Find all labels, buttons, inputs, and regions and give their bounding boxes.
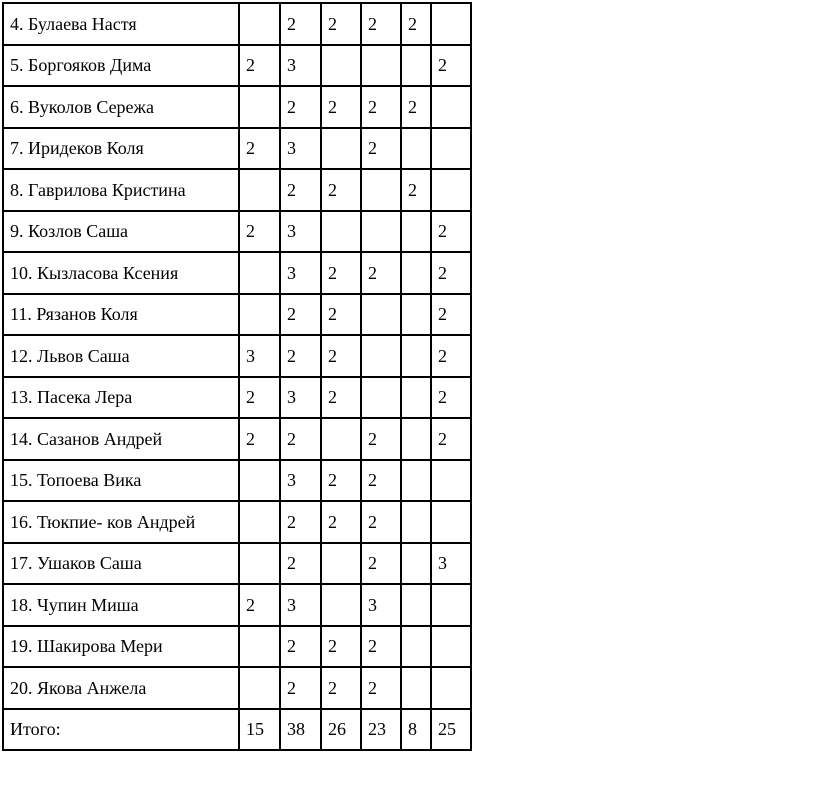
grade-cell xyxy=(239,543,280,585)
grade-cell xyxy=(361,377,401,419)
grade-cell: 2 xyxy=(239,418,280,460)
table-row xyxy=(3,128,471,170)
grade-cell: 2 xyxy=(361,501,401,543)
grade-cell: 2 xyxy=(321,169,361,211)
grade-cell xyxy=(361,169,401,211)
student-name-cell: 4. Булаева Настя xyxy=(3,3,239,45)
grade-cell: 2 xyxy=(239,45,280,87)
table-row xyxy=(3,45,471,87)
grade-cell xyxy=(401,418,431,460)
grade-cell: 2 xyxy=(361,626,401,668)
grade-cell xyxy=(321,418,361,460)
grade-cell: 2 xyxy=(321,377,361,419)
grade-cell: 3 xyxy=(431,543,471,585)
grade-cell: 2 xyxy=(361,460,401,502)
grade-cell: 2 xyxy=(401,86,431,128)
total-cell: 8 xyxy=(401,709,431,751)
grade-cell xyxy=(431,460,471,502)
table-row xyxy=(3,169,471,211)
student-name-cell: 8. Гаврилова Кристина xyxy=(3,169,239,211)
table-row xyxy=(3,3,471,45)
grade-cell: 2 xyxy=(321,86,361,128)
grade-cell xyxy=(321,543,361,585)
grade-cell: 3 xyxy=(239,335,280,377)
grade-cell: 3 xyxy=(280,45,321,87)
grade-cell: 2 xyxy=(431,45,471,87)
grade-cell: 2 xyxy=(321,294,361,336)
student-name-cell: 14. Сазанов Андрей xyxy=(3,418,239,460)
grade-cell: 2 xyxy=(321,3,361,45)
table-row xyxy=(3,211,471,253)
grade-cell: 2 xyxy=(280,667,321,709)
grade-cell xyxy=(239,667,280,709)
grade-cell xyxy=(361,211,401,253)
total-cell: 23 xyxy=(361,709,401,751)
grade-cell xyxy=(401,211,431,253)
grade-cell xyxy=(361,294,401,336)
grade-cell: 2 xyxy=(239,211,280,253)
grade-cell: 2 xyxy=(401,3,431,45)
grade-cell: 2 xyxy=(361,543,401,585)
grade-cell: 2 xyxy=(431,335,471,377)
grade-cell: 2 xyxy=(280,626,321,668)
grade-cell xyxy=(321,128,361,170)
grade-cell: 2 xyxy=(361,667,401,709)
grade-cell: 2 xyxy=(239,584,280,626)
student-name-cell: 7. Иридеков Коля xyxy=(3,128,239,170)
grade-cell xyxy=(431,584,471,626)
student-name-cell: 11. Рязанов Коля xyxy=(3,294,239,336)
grade-cell xyxy=(431,501,471,543)
table-row xyxy=(3,626,471,668)
grade-cell: 3 xyxy=(280,460,321,502)
student-name-cell: 13. Пасека Лера xyxy=(3,377,239,419)
grades-table-body xyxy=(3,3,471,750)
grade-cell xyxy=(401,252,431,294)
grade-cell: 2 xyxy=(280,418,321,460)
grade-cell: 2 xyxy=(361,418,401,460)
student-name-cell: 19. Шакирова Мери xyxy=(3,626,239,668)
table-row xyxy=(3,584,471,626)
grade-cell: 2 xyxy=(280,543,321,585)
grade-cell: 3 xyxy=(280,252,321,294)
total-row xyxy=(3,709,471,751)
grade-cell xyxy=(401,626,431,668)
student-name-cell: 16. Тюкпие- ков Андрей xyxy=(3,501,239,543)
grade-cell xyxy=(431,667,471,709)
grade-cell xyxy=(401,294,431,336)
grade-cell xyxy=(361,335,401,377)
student-name-cell: 12. Львов Саша xyxy=(3,335,239,377)
table-row xyxy=(3,335,471,377)
student-name-cell: 17. Ушаков Саша xyxy=(3,543,239,585)
grade-cell: 2 xyxy=(280,3,321,45)
grade-cell: 2 xyxy=(280,294,321,336)
grade-cell: 2 xyxy=(321,501,361,543)
grade-cell xyxy=(431,626,471,668)
grade-cell xyxy=(431,169,471,211)
grade-cell xyxy=(401,501,431,543)
grade-cell: 2 xyxy=(321,460,361,502)
student-name-cell: 5. Боргояков Дима xyxy=(3,45,239,87)
grade-cell xyxy=(239,86,280,128)
student-name-cell: 9. Козлов Саша xyxy=(3,211,239,253)
grade-cell xyxy=(321,584,361,626)
total-cell: 25 xyxy=(431,709,471,751)
grade-cell xyxy=(401,377,431,419)
grade-cell xyxy=(431,86,471,128)
grade-cell xyxy=(239,169,280,211)
grade-cell: 3 xyxy=(280,128,321,170)
grade-cell xyxy=(239,460,280,502)
grade-cell xyxy=(361,45,401,87)
grade-cell xyxy=(401,128,431,170)
grade-cell: 2 xyxy=(361,86,401,128)
grade-cell xyxy=(239,294,280,336)
table-row xyxy=(3,86,471,128)
grade-cell: 2 xyxy=(361,3,401,45)
grade-cell: 3 xyxy=(280,584,321,626)
student-name-cell: 20. Якова Анжела xyxy=(3,667,239,709)
table-row xyxy=(3,543,471,585)
grade-cell: 2 xyxy=(431,294,471,336)
grade-cell: 2 xyxy=(321,335,361,377)
table-row xyxy=(3,501,471,543)
total-label-cell: Итого: xyxy=(3,709,239,751)
grade-cell xyxy=(321,211,361,253)
student-name-cell: 10. Кызласова Ксения xyxy=(3,252,239,294)
grade-cell xyxy=(239,3,280,45)
total-cell: 26 xyxy=(321,709,361,751)
grade-cell: 2 xyxy=(239,128,280,170)
grade-cell: 2 xyxy=(401,169,431,211)
grade-cell xyxy=(239,626,280,668)
grade-cell xyxy=(401,584,431,626)
grade-cell xyxy=(401,335,431,377)
total-cell: 38 xyxy=(280,709,321,751)
table-row xyxy=(3,377,471,419)
grade-cell: 2 xyxy=(321,252,361,294)
grade-cell xyxy=(321,45,361,87)
grade-cell: 2 xyxy=(431,252,471,294)
grade-cell xyxy=(431,128,471,170)
grade-cell xyxy=(239,252,280,294)
grade-cell: 2 xyxy=(321,626,361,668)
grade-cell xyxy=(401,45,431,87)
grade-cell: 2 xyxy=(431,418,471,460)
grade-cell: 3 xyxy=(280,211,321,253)
grade-cell: 2 xyxy=(280,169,321,211)
grade-cell xyxy=(239,501,280,543)
student-name-cell: 6. Вуколов Сережа xyxy=(3,86,239,128)
table-row xyxy=(3,667,471,709)
grade-cell xyxy=(431,3,471,45)
grades-table xyxy=(2,2,472,751)
total-cell: 15 xyxy=(239,709,280,751)
table-row xyxy=(3,294,471,336)
grade-cell xyxy=(401,460,431,502)
grade-cell: 2 xyxy=(361,128,401,170)
student-name-cell: 15. Топоева Вика xyxy=(3,460,239,502)
table-row xyxy=(3,252,471,294)
grade-cell: 2 xyxy=(431,377,471,419)
grade-cell: 2 xyxy=(280,335,321,377)
grade-cell: 2 xyxy=(280,501,321,543)
student-name-cell: 18. Чупин Миша xyxy=(3,584,239,626)
grade-cell xyxy=(401,543,431,585)
table-row xyxy=(3,418,471,460)
grade-cell: 3 xyxy=(280,377,321,419)
grade-cell: 2 xyxy=(361,252,401,294)
grade-cell: 3 xyxy=(361,584,401,626)
grade-cell: 2 xyxy=(321,667,361,709)
table-row xyxy=(3,460,471,502)
grade-cell: 2 xyxy=(239,377,280,419)
grade-cell: 2 xyxy=(280,86,321,128)
grade-cell: 2 xyxy=(431,211,471,253)
grade-cell xyxy=(401,667,431,709)
